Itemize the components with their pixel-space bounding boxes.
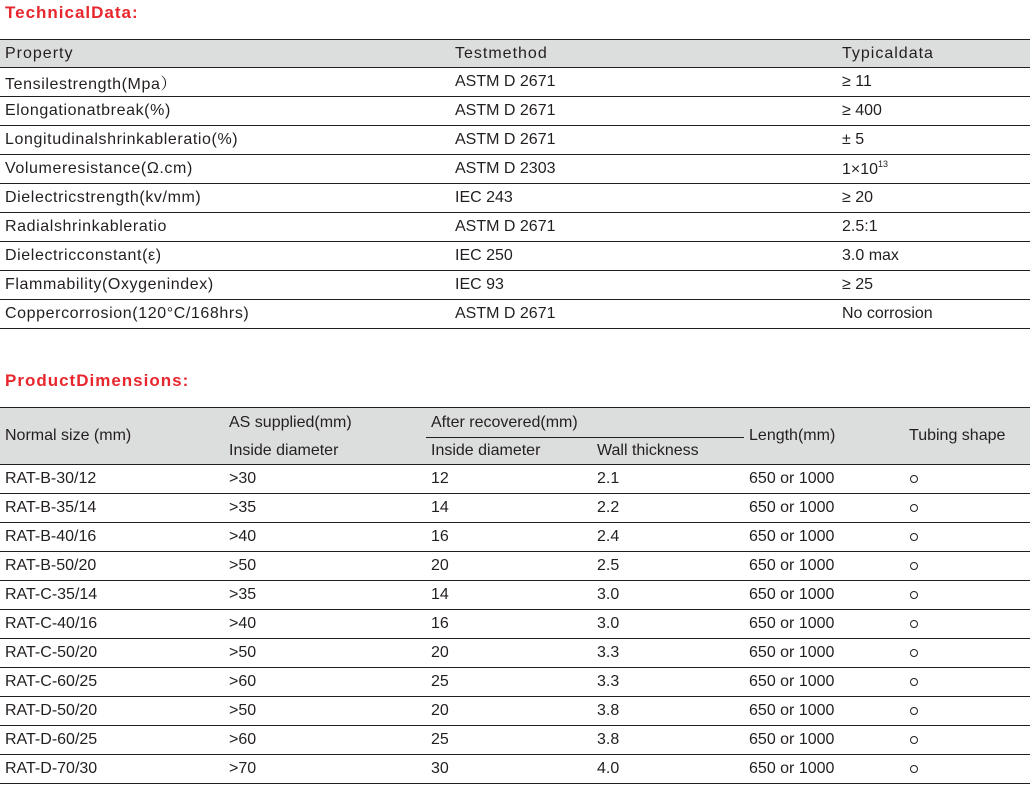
typicaldata-value: ≥ 400 (842, 102, 882, 119)
testmethod-cell: IEC 250 (450, 242, 834, 271)
length-cell: 650 or 1000 (744, 668, 904, 697)
recovered-inside-diameter-cell: 12 (426, 465, 592, 494)
dimensions-row (0, 610, 1030, 639)
dimensions-row (0, 639, 1030, 668)
technical-data-table (0, 39, 1030, 329)
supplied-inside-diameter-cell: >60 (224, 668, 426, 697)
normal-size-cell: RAT-D-70/30 (0, 755, 224, 784)
normal-size-cell: RAT-C-60/25 (0, 668, 224, 697)
tubing-shape-cell (904, 639, 1030, 668)
length-cell: 650 or 1000 (744, 523, 904, 552)
dimensions-row (0, 697, 1030, 726)
circle-icon (910, 649, 918, 657)
tubing-shape-cell (904, 523, 1030, 552)
testmethod-cell: ASTM D 2671 (450, 97, 834, 126)
typicaldata-value: 1×10 (842, 161, 879, 178)
header-property: Property (0, 40, 450, 68)
typicaldata-exponent: 13 (878, 159, 889, 169)
tubing-shape-cell (904, 494, 1030, 523)
typicaldata-cell (834, 300, 1030, 329)
tubing-shape-cell (904, 581, 1030, 610)
typicaldata-cell (834, 213, 1030, 242)
tubing-shape-cell (904, 726, 1030, 755)
tubing-shape-cell (904, 668, 1030, 697)
supplied-inside-diameter-cell: >40 (224, 523, 426, 552)
typicaldata-cell (834, 97, 1030, 126)
circle-icon (910, 765, 918, 773)
length-cell: 650 or 1000 (744, 494, 904, 523)
typicaldata-cell (834, 271, 1030, 300)
length-cell: 650 or 1000 (744, 726, 904, 755)
wall-thickness-cell: 3.3 (592, 639, 744, 668)
property-cell: Dielectricconstant(ε) (0, 242, 450, 271)
technical-row (0, 97, 1030, 126)
technical-row (0, 155, 1030, 184)
length-cell: 650 or 1000 (744, 581, 904, 610)
technical-row (0, 271, 1030, 300)
typicaldata-value: 2.5:1 (842, 218, 878, 235)
wall-thickness-cell: 2.2 (592, 494, 744, 523)
supplied-inside-diameter-cell: >60 (224, 726, 426, 755)
normal-size-cell: RAT-D-50/20 (0, 697, 224, 726)
wall-thickness-cell: 3.8 (592, 726, 744, 755)
header-typicaldata: Typicaldata (834, 40, 1030, 68)
dimensions-row (0, 552, 1030, 581)
property-cell: Radialshrinkableratio (0, 213, 450, 242)
supplied-inside-diameter-cell: >50 (224, 639, 426, 668)
property-cell: Coppercorrosion(120°C/168hrs) (0, 300, 450, 329)
circle-icon (910, 678, 918, 686)
wall-thickness-cell: 2.4 (592, 523, 744, 552)
header-length: Length(mm) (744, 408, 904, 465)
recovered-inside-diameter-cell: 25 (426, 668, 592, 697)
product-dimensions-table (0, 407, 1030, 784)
header-after-recovered: After recovered(mm) (426, 408, 744, 438)
circle-icon (910, 562, 918, 570)
length-cell: 650 or 1000 (744, 552, 904, 581)
typicaldata-value: ≥ 11 (842, 73, 872, 90)
wall-thickness-cell: 3.0 (592, 581, 744, 610)
dimensions-row (0, 523, 1030, 552)
recovered-inside-diameter-cell: 20 (426, 552, 592, 581)
supplied-inside-diameter-cell: >50 (224, 552, 426, 581)
header-wall-thickness: Wall thickness (592, 438, 744, 465)
dimensions-row (0, 465, 1030, 494)
testmethod-cell: ASTM D 2671 (450, 126, 834, 155)
technical-row (0, 213, 1030, 242)
technical-row (0, 184, 1030, 213)
tubing-shape-cell (904, 755, 1030, 784)
technical-data-title: TechnicalData: (5, 3, 139, 22)
recovered-inside-diameter-cell: 14 (426, 581, 592, 610)
dimensions-row (0, 494, 1030, 523)
normal-size-cell: RAT-C-35/14 (0, 581, 224, 610)
recovered-inside-diameter-cell: 14 (426, 494, 592, 523)
typicaldata-cell (834, 242, 1030, 271)
technical-row (0, 68, 1030, 97)
property-cell: Longitudinalshrinkableratio(%) (0, 126, 450, 155)
recovered-inside-diameter-cell: 16 (426, 523, 592, 552)
dimensions-row (0, 726, 1030, 755)
dimensions-row (0, 581, 1030, 610)
testmethod-cell: IEC 93 (450, 271, 834, 300)
header-as-supplied: AS supplied(mm) (224, 408, 426, 438)
normal-size-cell: RAT-B-50/20 (0, 552, 224, 581)
property-cell: Tensilestrength(Mpa） (0, 68, 450, 97)
tubing-shape-cell (904, 697, 1030, 726)
supplied-inside-diameter-cell: >40 (224, 610, 426, 639)
header-testmethod: Testmethod (450, 40, 834, 68)
tubing-shape-cell (904, 465, 1030, 494)
circle-icon (910, 504, 918, 512)
technical-header-row (0, 40, 1030, 68)
length-cell: 650 or 1000 (744, 697, 904, 726)
recovered-inside-diameter-cell: 20 (426, 639, 592, 668)
tubing-shape-cell (904, 610, 1030, 639)
typicaldata-cell (834, 155, 1030, 184)
header-normal-size: Normal size (mm) (0, 408, 224, 465)
length-cell: 650 or 1000 (744, 755, 904, 784)
testmethod-cell: ASTM D 2303 (450, 155, 834, 184)
dimensions-row (0, 668, 1030, 697)
typicaldata-cell (834, 68, 1030, 97)
supplied-inside-diameter-cell: >35 (224, 581, 426, 610)
testmethod-cell: ASTM D 2671 (450, 68, 834, 97)
wall-thickness-cell: 3.0 (592, 610, 744, 639)
technical-row (0, 242, 1030, 271)
length-cell: 650 or 1000 (744, 465, 904, 494)
dimensions-row (0, 755, 1030, 784)
normal-size-cell: RAT-D-60/25 (0, 726, 224, 755)
normal-size-cell: RAT-B-35/14 (0, 494, 224, 523)
circle-icon (910, 475, 918, 483)
typicaldata-value: 3.0 max (842, 247, 899, 264)
circle-icon (910, 533, 918, 541)
supplied-inside-diameter-cell: >50 (224, 697, 426, 726)
header-inside-diameter-supplied: Inside diameter (224, 438, 426, 465)
testmethod-cell: IEC 243 (450, 184, 834, 213)
header-inside-diameter-recovered: Inside diameter (426, 438, 592, 465)
recovered-inside-diameter-cell: 25 (426, 726, 592, 755)
length-cell: 650 or 1000 (744, 610, 904, 639)
dimensions-header-row-1 (0, 408, 1030, 438)
typicaldata-value: ± 5 (842, 131, 865, 148)
wall-thickness-cell: 3.3 (592, 668, 744, 697)
property-cell: Flammability(Oxygenindex) (0, 271, 450, 300)
typicaldata-value: ≥ 20 (842, 189, 874, 206)
length-cell: 650 or 1000 (744, 639, 904, 668)
typicaldata-cell (834, 184, 1030, 213)
wall-thickness-cell: 3.8 (592, 697, 744, 726)
circle-icon (910, 620, 918, 628)
normal-size-cell: RAT-B-40/16 (0, 523, 224, 552)
header-tubing-shape: Tubing shape (904, 408, 1030, 465)
normal-size-cell: RAT-C-50/20 (0, 639, 224, 668)
property-cell: Dielectricstrength(kv/mm) (0, 184, 450, 213)
supplied-inside-diameter-cell: >30 (224, 465, 426, 494)
typicaldata-cell (834, 126, 1030, 155)
wall-thickness-cell: 2.5 (592, 552, 744, 581)
recovered-inside-diameter-cell: 20 (426, 697, 592, 726)
supplied-inside-diameter-cell: >70 (224, 755, 426, 784)
wall-thickness-cell: 4.0 (592, 755, 744, 784)
testmethod-cell: ASTM D 2671 (450, 213, 834, 242)
typicaldata-value: ≥ 25 (842, 276, 874, 293)
testmethod-cell: ASTM D 2671 (450, 300, 834, 329)
wall-thickness-cell: 2.1 (592, 465, 744, 494)
property-cell: Elongationatbreak(%) (0, 97, 450, 126)
technical-row (0, 126, 1030, 155)
product-dimensions-title: ProductDimensions: (5, 371, 190, 390)
normal-size-cell: RAT-C-40/16 (0, 610, 224, 639)
recovered-inside-diameter-cell: 30 (426, 755, 592, 784)
typicaldata-value: No corrosion (842, 305, 933, 322)
circle-icon (910, 707, 918, 715)
technical-row (0, 300, 1030, 329)
normal-size-cell: RAT-B-30/12 (0, 465, 224, 494)
supplied-inside-diameter-cell: >35 (224, 494, 426, 523)
property-cell: Volumeresistance(Ω.cm) (0, 155, 450, 184)
tubing-shape-cell (904, 552, 1030, 581)
recovered-inside-diameter-cell: 16 (426, 610, 592, 639)
circle-icon (910, 591, 918, 599)
circle-icon (910, 736, 918, 744)
